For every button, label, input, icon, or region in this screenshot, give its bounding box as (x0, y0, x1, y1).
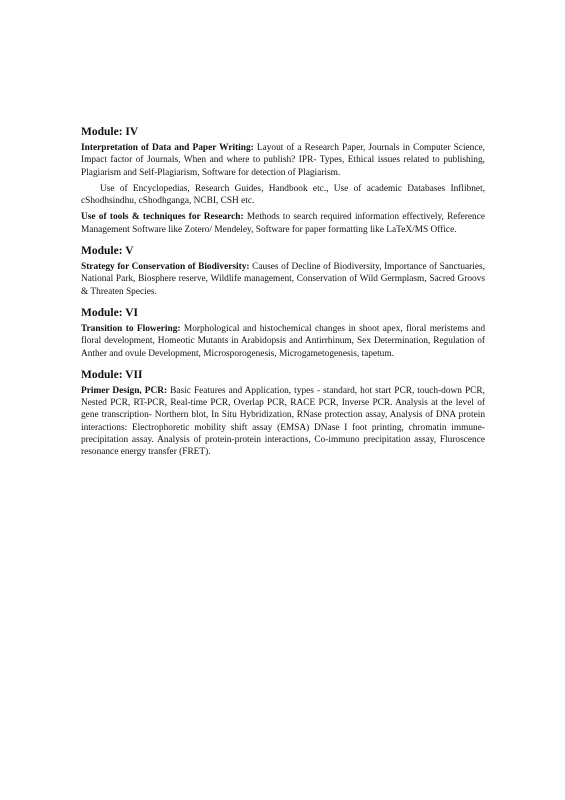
module-vi-topic-text: Morphological and histochemical changes in shoot apex, floral meristems and floral development, Homeotic Mutants in Arabidopsis and Antirrhinum, Sex Determination, Regulation of Anther and ovule Development, Microsporogenesis, Microgametogenesis, tapetum. (81, 323, 485, 359)
module-vi-heading: Module: VI (81, 306, 138, 319)
module-iv-heading: Module: IV (81, 126, 139, 138)
module-iv-paragraph-1 (81, 142, 485, 179)
module-vii-heading: Module: VII (81, 368, 143, 381)
module-vi-section (81, 306, 485, 360)
module-iv-databases-text: Use of Encyclopedias, Research Guides, Handbook etc., Use of academic Databases Inflibnet, cShodhsindhu, cShodhganga, NCBI, CSH etc. (81, 183, 485, 207)
module-vi-paragraph-1 (81, 323, 485, 360)
module-vi-topic-title: Transition to Flowering: (81, 323, 181, 334)
module-iv-topic-title: Interpretation of Data and Paper Writing: (81, 143, 254, 153)
module-v-topic-title: Strategy for Conservation of Biodiversity: (81, 262, 250, 273)
module-vii-paragraph-1 (81, 385, 485, 459)
module-iv-topic-text: Layout of a Research Paper, Journals in Computer Science, Impact factor of Journals, When and where to publish? IPR- Types, Ethical issues related to publishing, Plagiarism and Self-Plagiarism, Software for detection of Plagiarism. (81, 143, 485, 178)
module-iv-section (81, 125, 485, 236)
module-iv-tools-title: Use of tools & techniques for Research: (81, 212, 244, 223)
module-iv-paragraph-2 (81, 183, 485, 208)
module-v-section (81, 244, 485, 298)
module-v-paragraph-1 (81, 261, 485, 298)
document-page (81, 125, 485, 463)
module-vii-topic-title: Primer Design, PCR: (81, 385, 168, 396)
module-v-topic-text: Causes of Decline of Biodiversity, Importance of Sanctuaries, National Park, Biosphere reserve, Wildlife management, Conservation of Wild Germplasm, Sacred Groovs & Threaten Species. (81, 262, 485, 297)
module-vii-topic-text: Basic Features and Application, types - standard, hot start PCR, touch-down PCR, Nested PCR, RT-PCR, Real-time PCR, Overlap PCR, RACE PCR, Inverse PCR. Analysis at the level of gene transcription- Northern blot, In Situ Hybridization, RNase protection assay, Analysis of DNA protein interactions: Electrophoretic mobility shift assay (EMSA) DNase I foot printing, chromatin immune-precipitation assay. Analysis of protein-protein interactions, Co-immuno precipitation assay, Fluroscence resonance energy transfer (FRET). (81, 385, 485, 458)
module-iv-paragraph-3 (81, 211, 485, 236)
module-v-heading: Module: V (81, 245, 134, 258)
module-iv-tools-text: Methods to search required information effectively, Reference Management Software like Zotero/ Mendeley, Software for paper formatting like LaTeX/MS Office. (81, 212, 485, 235)
module-vii-section (81, 368, 485, 459)
